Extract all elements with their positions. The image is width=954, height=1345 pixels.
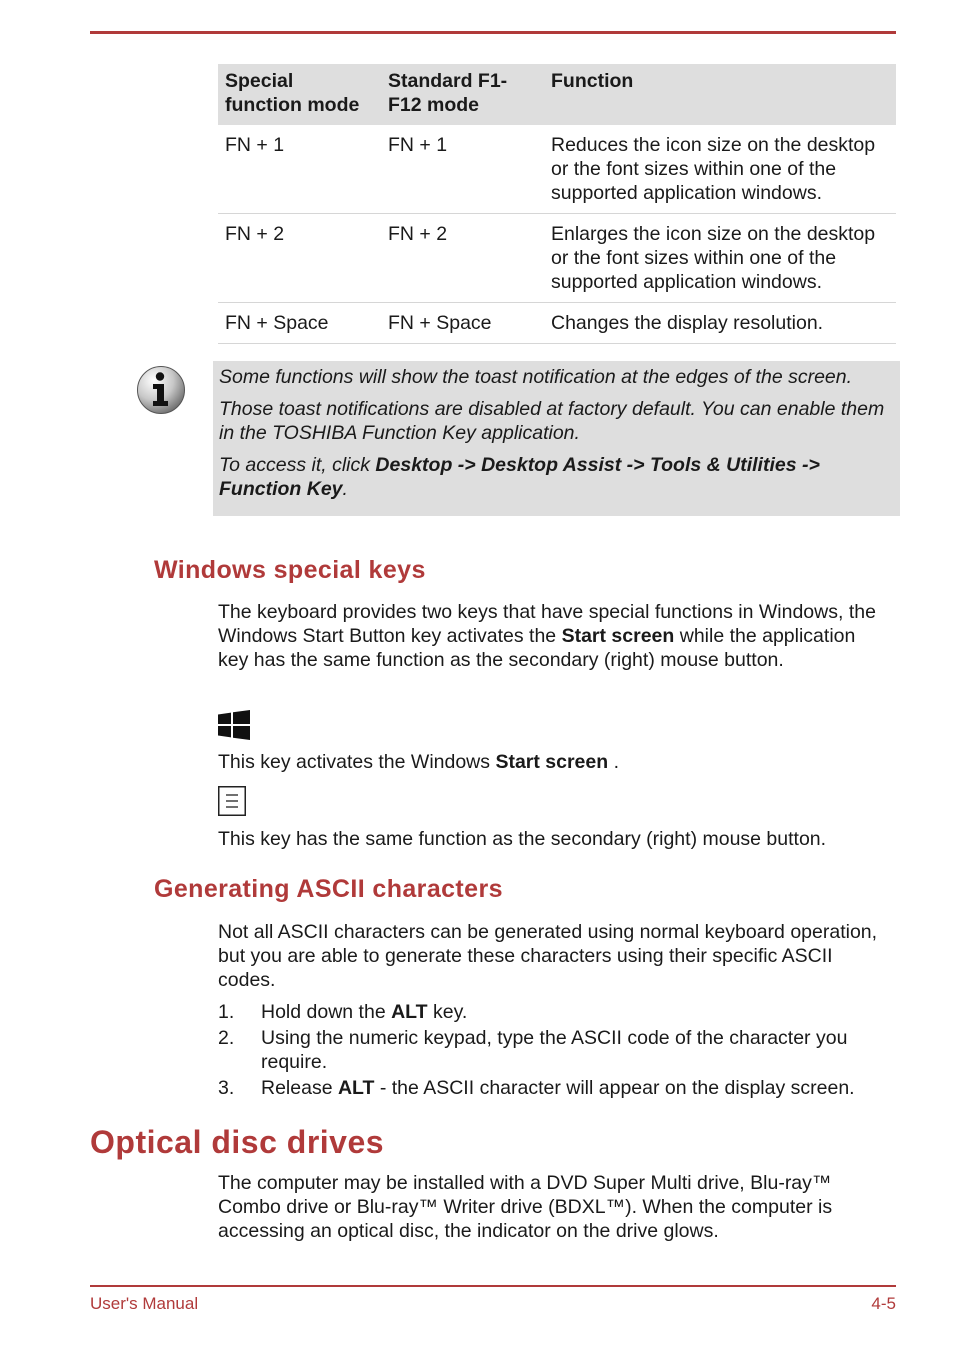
footer-page-number: 4-5 [871, 1294, 896, 1313]
section-heading-ascii: Generating ASCII characters [154, 875, 503, 903]
list-item: 1. Hold down the ALT key. [218, 1001, 468, 1023]
windows-logo-icon [218, 710, 250, 740]
chapter-heading-optical: Optical disc drives [90, 1124, 385, 1160]
cell-function: Enlarges the icon size on the desktop or the font sizes within one of the supported application windows. [544, 214, 896, 303]
ascii-steps-list [218, 1000, 890, 1102]
list-item: 3. Release ALT - the ASCII character will appear on the display screen. [218, 1077, 855, 1099]
cell-standard: FN + 2 [381, 214, 544, 303]
table-row [218, 303, 896, 344]
header-function: Function [544, 64, 896, 125]
list-item: 2. Using the numeric keypad, type the ASCII code of the character you require. [218, 1027, 848, 1073]
start-key-description: This key activates the Windows Start screen . [218, 751, 620, 773]
table-row [218, 125, 896, 214]
cell-standard: FN + Space [381, 303, 544, 344]
menu-path: Desktop -> Desktop Assist -> Tools & Utilities -> Function Key [219, 454, 820, 500]
footer-rule [90, 1285, 896, 1287]
header-standard-mode: Standard F1- F12 mode [381, 64, 544, 125]
application-menu-icon [218, 786, 246, 816]
table-header-row [218, 64, 896, 125]
optical-description: The computer may be installed with a DVD Super Multi drive, Blu-ray™ Combo drive or Blu-ray™ Writer drive (BDXL™). When the computer is accessing an optical disc, the indicator on the drive glows. [218, 1172, 833, 1242]
note-line: Some functions will show the toast notification at the edges of the screen. [219, 366, 853, 388]
application-key-description: This key has the same function as the secondary (right) mouse button. [218, 828, 827, 850]
cell-standard: FN + 1 [381, 125, 544, 214]
cell-special: FN + 1 [218, 125, 381, 214]
note-box [213, 361, 900, 516]
header-rule [90, 31, 896, 34]
cell-function: Changes the display resolution. [544, 303, 896, 344]
ascii-intro: Not all ASCII characters can be generated using normal keyboard operation, but you are able to generate these characters using their specific ASCII codes. [218, 921, 878, 991]
note-line: To access it, click Desktop -> Desktop Assist -> Tools & Utilities -> Function Key. [219, 454, 820, 500]
function-key-table [218, 64, 896, 344]
cell-special: FN + Space [218, 303, 381, 344]
cell-special: FN + 2 [218, 214, 381, 303]
footer-manual-title: User's Manual [90, 1294, 199, 1313]
header-special-mode: Special function mode [218, 64, 381, 125]
windows-keys-intro: The keyboard provides two keys that have special functions in Windows, the Windows Start Button key activates the Start screen while the application key has the same function as the secondary (right) mouse button. [218, 601, 876, 671]
note-line: Those toast notifications are disabled at factory default. You can enable them in the TOSHIBA Function Key application. [219, 398, 885, 444]
cell-function: Reduces the icon size on the desktop or the font sizes within one of the supported application windows. [544, 125, 896, 214]
table-row [218, 214, 896, 303]
info-icon [136, 365, 186, 415]
section-heading-windows-keys: Windows special keys [154, 556, 426, 584]
